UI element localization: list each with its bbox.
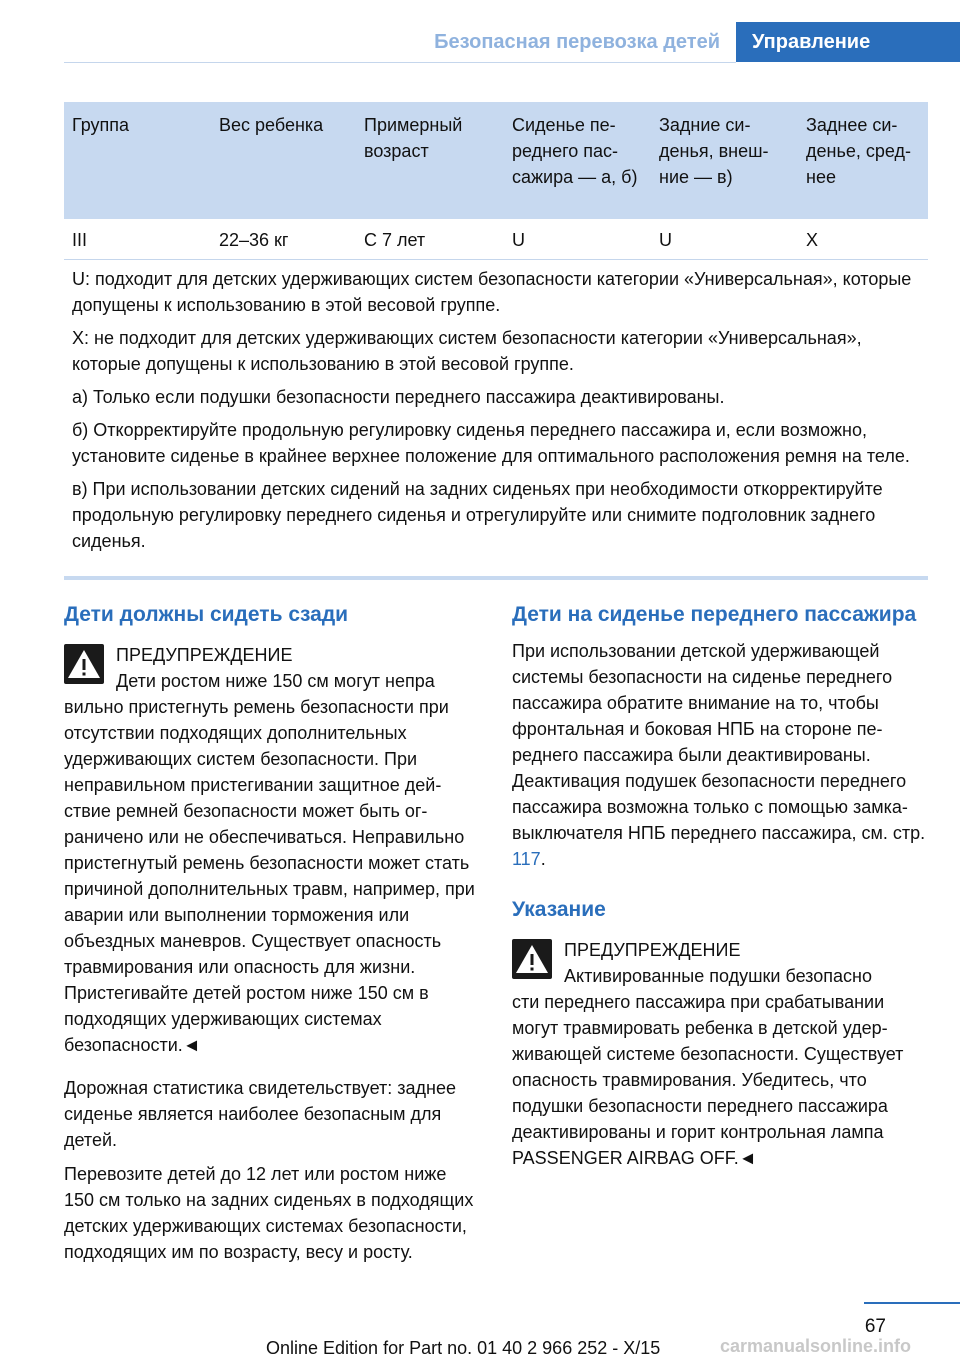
- th-front-seat: Сиденье переднего пассажира — а, б): [512, 115, 638, 187]
- warning-triangle-icon: [64, 644, 104, 684]
- note-b: б) Откорректируйте продольную регулировку сиденья переднего пассажира и, если возможно, установите сиденье в крайнее верхнее положение для оптимального расположения ремня на теле.: [72, 420, 910, 466]
- note-heading: Указание: [512, 898, 606, 921]
- section-title: Безопасная перевозка детей: [434, 31, 720, 53]
- right-paragraph-1-end: .: [540, 849, 546, 869]
- th-weight: Вес ребенка: [219, 115, 324, 135]
- td-group: III: [72, 230, 88, 250]
- td-weight: 22–36 кг: [219, 230, 289, 250]
- edition-info: Online Edition for Part no. 01 40 2 966 252 - X/15: [266, 1338, 661, 1358]
- td-front-seat: U: [512, 230, 525, 250]
- left-warning: [64, 642, 480, 1058]
- left-paragraph-1: Дорожная статистика свидетельствует: заднее сиденье является наиболее безопасным для детей.: [64, 1078, 456, 1150]
- footer-accent-line: [864, 1302, 960, 1304]
- warning-text: вильно пристегнуть ремень безопасности при отсутствии подходящих дополнительных удерживающих систем безопасности. При неправильном пристегивании защитное действие ремней безопасности может быть ограничено или не обеспечиваться. Неправильно пристегнутый ремень безопасности может стать причиной дополнительных травм, например, при аварии или выполнении торможения или объездных маневров. Существует опасность травмирования или опасность для жизни. Пристегивайте детей ростом ниже 150 см в подходящих удерживающих системах безопасности.◄: [64, 697, 475, 1055]
- note-x: X: не подходит для детских удерживающих систем безопасности категории «Универсальная», которые допущены к использованию в этой весовой группе.: [72, 328, 862, 374]
- table-header: [64, 102, 928, 219]
- th-rear-outer: Задние сиденья, внешние — в): [659, 115, 769, 187]
- note-v: в) При использовании детских сидений на задних сиденьях при необходимости откорректируйте продольную регулировку переднего сиденья и отрегулируйте или снимите подголовник заднего сиденья.: [72, 479, 883, 551]
- chapter-tab[interactable]: Управление: [736, 22, 960, 62]
- page-link[interactable]: 117: [512, 849, 541, 869]
- left-heading: Дети должны сидеть сзади: [64, 603, 349, 626]
- th-group: Группа: [72, 115, 130, 135]
- th-age: Примерный возраст: [364, 115, 463, 161]
- warning-text: сти переднего пассажира при срабатывании могут травмировать ребенка в детской удерживающей системе безопасности. Существует опасность травмирования. Убедитесь, что подушки безопасности переднего пассажира деактивированы и горит контрольная лампа PASSENGER AIRBAG OFF.◄: [512, 992, 904, 1168]
- page-header: [0, 22, 960, 62]
- td-age: С 7 лет: [364, 230, 426, 250]
- left-column: [64, 602, 480, 1265]
- right-paragraph-1: [512, 638, 928, 872]
- right-heading: Дети на сиденье переднего пассажира: [512, 603, 917, 626]
- table-notes: [72, 266, 922, 561]
- warning-lead: Дети ростом ниже 150 см могут непра: [116, 671, 435, 691]
- right-column: [512, 602, 928, 1171]
- left-paragraph-2: Перевозите детей до 12 лет или ростом ниже 150 см только на задних сиденьях в подходящих детских удерживающих системах безопасности, подходящих им по возрасту, весу и росту.: [64, 1164, 474, 1262]
- right-warning: [512, 937, 928, 1171]
- section-divider: [64, 576, 928, 580]
- warning-lead: Активированные подушки безопасно: [564, 966, 872, 986]
- note-a: а) Только если подушки безопасности переднего пассажира деактивированы.: [72, 387, 725, 407]
- right-paragraph-1-text: При использовании детской удерживающей системы безопасности на сиденье переднего пассажира обратите внимание на то, чтобы фронтальная и боковая НПБ на стороне переднего пассажира были деактивированы. Деактивация подушек безопасности переднего пассажира возможна только с помощью замка-выключателя НПБ переднего пассажира, см. стр.: [512, 641, 926, 843]
- th-rear-middle: Заднее сиденье, среднее: [806, 115, 911, 187]
- warning-label: ПРЕДУПРЕЖДЕНИЕ: [564, 940, 741, 960]
- note-u: U: подходит для детских удерживающих систем безопасности категории «Универсальная», которые допущены к использованию в этой весовой группе.: [72, 269, 912, 315]
- watermark: carmanualsonline.info: [720, 1336, 912, 1356]
- table-row: [64, 219, 928, 260]
- warning-label: ПРЕДУПРЕЖДЕНИЕ: [116, 645, 293, 665]
- td-rear-outer: U: [659, 230, 672, 250]
- page-number: 67: [864, 1316, 886, 1337]
- header-divider: [64, 62, 736, 63]
- td-rear-middle: X: [806, 230, 819, 250]
- warning-triangle-icon: [512, 939, 552, 979]
